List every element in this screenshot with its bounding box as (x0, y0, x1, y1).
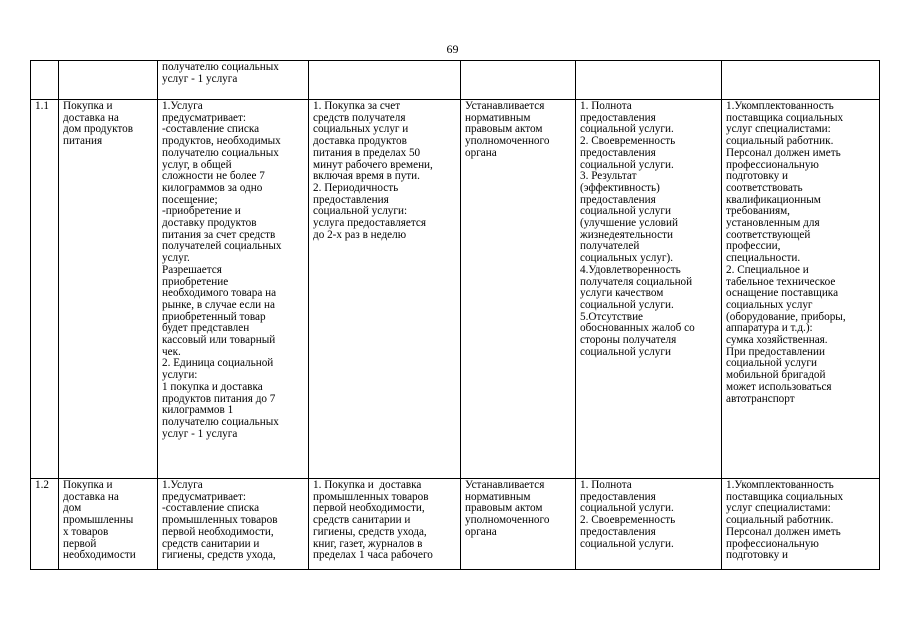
service-name-cell: Покупка и доставка на дом промышленны х товаров первой необходимости (59, 479, 158, 570)
service-norms-cell (309, 61, 461, 100)
service-conditions-cell: 1.Укомплектованность поставщика социальных услуг специалистами: социальный работник. Персонал должен иметь профессиональную подготовку и соответствовать квалификационным требованиям, установленным для соответствующей профессии, специальности. 2. Специальное и табельное техническое оснащение поставщика социальных услуг (оборудование, приборы, аппаратура и т.д.): сумка хозяйственная. При предоставлении социальной услуги мобильной бригадой может использоваться автотранспорт (722, 100, 880, 479)
service-cost-cell: Устанавливается нормативным правовым актом уполномоченного органа (461, 100, 576, 479)
service-conditions-cell (722, 61, 880, 100)
service-conditions-cell: 1.Укомплектованность поставщика социальных услуг специалистами: социальный работник. Персонал должен иметь профессиональную подготовку и (722, 479, 880, 570)
service-quality-cell: 1. Полнота предоставления социальной услуги. 2. Своевременность предоставления социальной услуги. 3. Результат (эффективность) предоставления социальной услуги (улучшение условий жизнедеятельности получателей социальных услуг). 4.Удовлетворенность получателя социальной услуги качеством социальной услуги. 5.Отсутствие обоснованных жалоб со стороны получателя социальной услуги (576, 100, 722, 479)
service-cost-cell: Устанавливается нормативным правовым актом уполномоченного органа (461, 479, 576, 570)
table-row (31, 479, 880, 570)
row-number-cell: 1.2 (31, 479, 59, 570)
service-content-cell: получателю социальных услуг - 1 услуга (158, 61, 309, 100)
service-name-cell: Покупка и доставка на дом продуктов питания (59, 100, 158, 479)
service-quality-cell: 1. Полнота предоставления социальной услуги. 2. Своевременность предоставления социальной услуги. (576, 479, 722, 570)
row-number-cell: 1.1 (31, 100, 59, 479)
service-cost-cell (461, 61, 576, 100)
service-content-cell: 1.Услуга предусматривает: -составление списка промышленных товаров первой необходимости, средств санитарии и гигиены, средств ухода, (158, 479, 309, 570)
table-row (31, 100, 880, 479)
service-norms-cell: 1. Покупка за счет средств получателя социальных услуг и доставка продуктов питания в пределах 50 минут рабочего времени, включая время в пути. 2. Периодичность предоставления социальной услуги: услуга предоставляется до 2-х раз в неделю (309, 100, 461, 479)
service-quality-cell (576, 61, 722, 100)
service-content-cell: 1.Услуга предусматривает: -составление списка продуктов, необходимых получателю социальных услуг, в общей сложности не более 7 килограммов за одно посещение; -приобретение и доставку продуктов питания за счет средств получателей социальных услуг. Разрешается приобретение необходимого товара на рынке, в случае если на приобретенный товар будет представлен кассовый или товарный чек. 2. Единица социальной услуги: 1 покупка и доставка продуктов питания до 7 килограммов 1 получателю социальных услуг - 1 услуга (158, 100, 309, 479)
table-row (31, 61, 880, 100)
service-name-cell (59, 61, 158, 100)
page-number: 69 (446, 42, 459, 56)
service-norms-cell: 1. Покупка и доставка промышленных товаров первой необходимости, средств санитарии и гигиены, средств ухода, книг, газет, журналов в пределах 1 часа рабочего (309, 479, 461, 570)
services-table (30, 60, 880, 570)
row-number-cell (31, 61, 59, 100)
